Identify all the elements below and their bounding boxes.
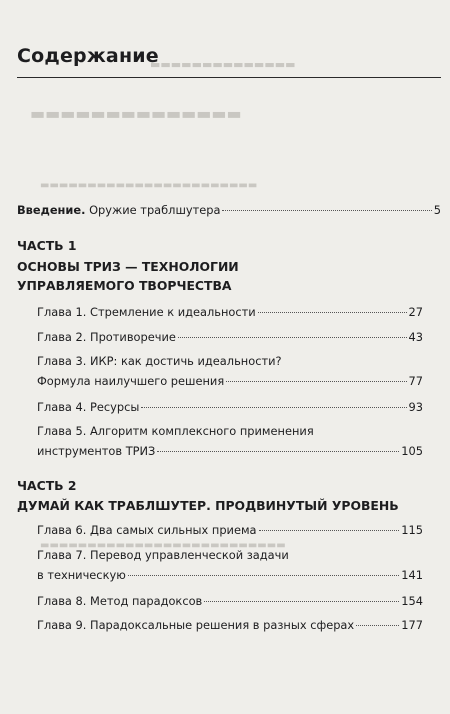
toc-entry-chapter-9 (37, 618, 423, 633)
page-number: 77 (408, 374, 423, 388)
toc-entry-chapter-7-line1 (37, 548, 423, 563)
chapter-text: Стремление к идеальности (90, 305, 256, 319)
chapter-label: Глава 5. (37, 424, 87, 438)
toc-entry-chapter-8 (37, 594, 423, 609)
chapter-text: Парадоксальные решения в разных сферах (90, 618, 355, 632)
toc-entry-chapter-3-line1 (37, 354, 423, 369)
page-number: 105 (401, 444, 423, 458)
part-title (17, 257, 239, 295)
dot-leader (356, 625, 399, 626)
dot-leader (157, 451, 399, 452)
chapter-label: Глава 3. (37, 354, 87, 368)
dot-leader (259, 530, 400, 531)
toc-entry-intro (17, 203, 441, 218)
toc-entry-chapter-7-line2 (37, 568, 423, 583)
entry-text: Оружие траблшутера (89, 203, 221, 217)
chapter-text: в техническую (37, 568, 126, 582)
toc-entry-chapter-3-line2 (37, 374, 423, 389)
chapter-text: Алгоритм комплексного применения (90, 424, 314, 438)
part-title (17, 496, 399, 515)
entry-label-bold: Введение. (17, 203, 86, 217)
toc-entry-chapter-4 (37, 400, 423, 415)
chapter-label: Глава 9. (37, 618, 87, 632)
dot-leader (178, 337, 407, 338)
toc-entry-chapter-2 (37, 330, 423, 345)
dot-leader (141, 407, 406, 408)
chapter-text: Ресурсы (90, 400, 140, 414)
dot-leader (222, 210, 431, 211)
bleed-through-text: ▬▬▬▬▬▬▬▬▬▬▬▬▬▬ (30, 104, 242, 123)
chapter-label: Глава 1. (37, 305, 87, 319)
part-title-line: ОСНОВЫ ТРИЗ — ТЕХНОЛОГИИ (17, 259, 239, 274)
chapter-text: Перевод управленческой задачи (90, 548, 289, 562)
page-number: 43 (408, 330, 423, 344)
page-number: 93 (408, 400, 423, 414)
bleed-through-text: ▬▬▬▬▬▬▬▬▬▬▬▬▬▬▬▬▬▬▬▬▬▬▬▬▬▬ (40, 540, 286, 551)
bleed-through-text: ▬▬▬▬▬▬▬▬▬▬▬▬▬▬ (150, 58, 296, 71)
chapter-text: Противоречие (90, 330, 176, 344)
part-number: ЧАСТЬ 2 (17, 478, 77, 493)
toc-entry-chapter-6 (37, 523, 423, 538)
page-title: Содержание (17, 45, 159, 67)
chapter-label: Глава 7. (37, 548, 87, 562)
title-divider (17, 77, 441, 78)
page-number: 27 (408, 305, 423, 319)
chapter-label: Глава 6. (37, 523, 87, 537)
dot-leader (128, 575, 399, 576)
chapter-text: Формула наилучшего решения (37, 374, 225, 388)
chapter-text: ИКР: как достичь идеальности? (90, 354, 282, 368)
toc-entry-chapter-5-line2 (37, 444, 423, 459)
page-number: 177 (401, 618, 423, 632)
chapter-text: Метод парадоксов (90, 594, 203, 608)
dot-leader (226, 381, 406, 382)
chapter-label: Глава 8. (37, 594, 87, 608)
toc-entry-chapter-1 (37, 305, 423, 320)
page-number: 5 (433, 203, 441, 217)
entry-label (17, 203, 220, 218)
dot-leader (204, 601, 399, 602)
part-number: ЧАСТЬ 1 (17, 238, 77, 253)
part-title-line: ДУМАЙ КАК ТРАБЛШУТЕР. ПРОДВИНУТЫЙ УРОВЕНЬ (17, 498, 399, 513)
dot-leader (258, 312, 407, 313)
bleed-through-text: ▬▬▬▬▬▬▬▬▬▬▬▬▬▬▬▬▬▬▬▬▬▬▬ (40, 180, 258, 191)
chapter-label: Глава 4. (37, 400, 87, 414)
chapter-text: инструментов ТРИЗ (37, 444, 156, 458)
page-number: 154 (401, 594, 423, 608)
toc-entry-chapter-5-line1 (37, 424, 423, 439)
chapter-label: Глава 2. (37, 330, 87, 344)
chapter-text: Два самых сильных приема (90, 523, 257, 537)
part-title-line: УПРАВЛЯЕМОГО ТВОРЧЕСТВА (17, 278, 232, 293)
page-number: 141 (401, 568, 423, 582)
page-number: 115 (401, 523, 423, 537)
